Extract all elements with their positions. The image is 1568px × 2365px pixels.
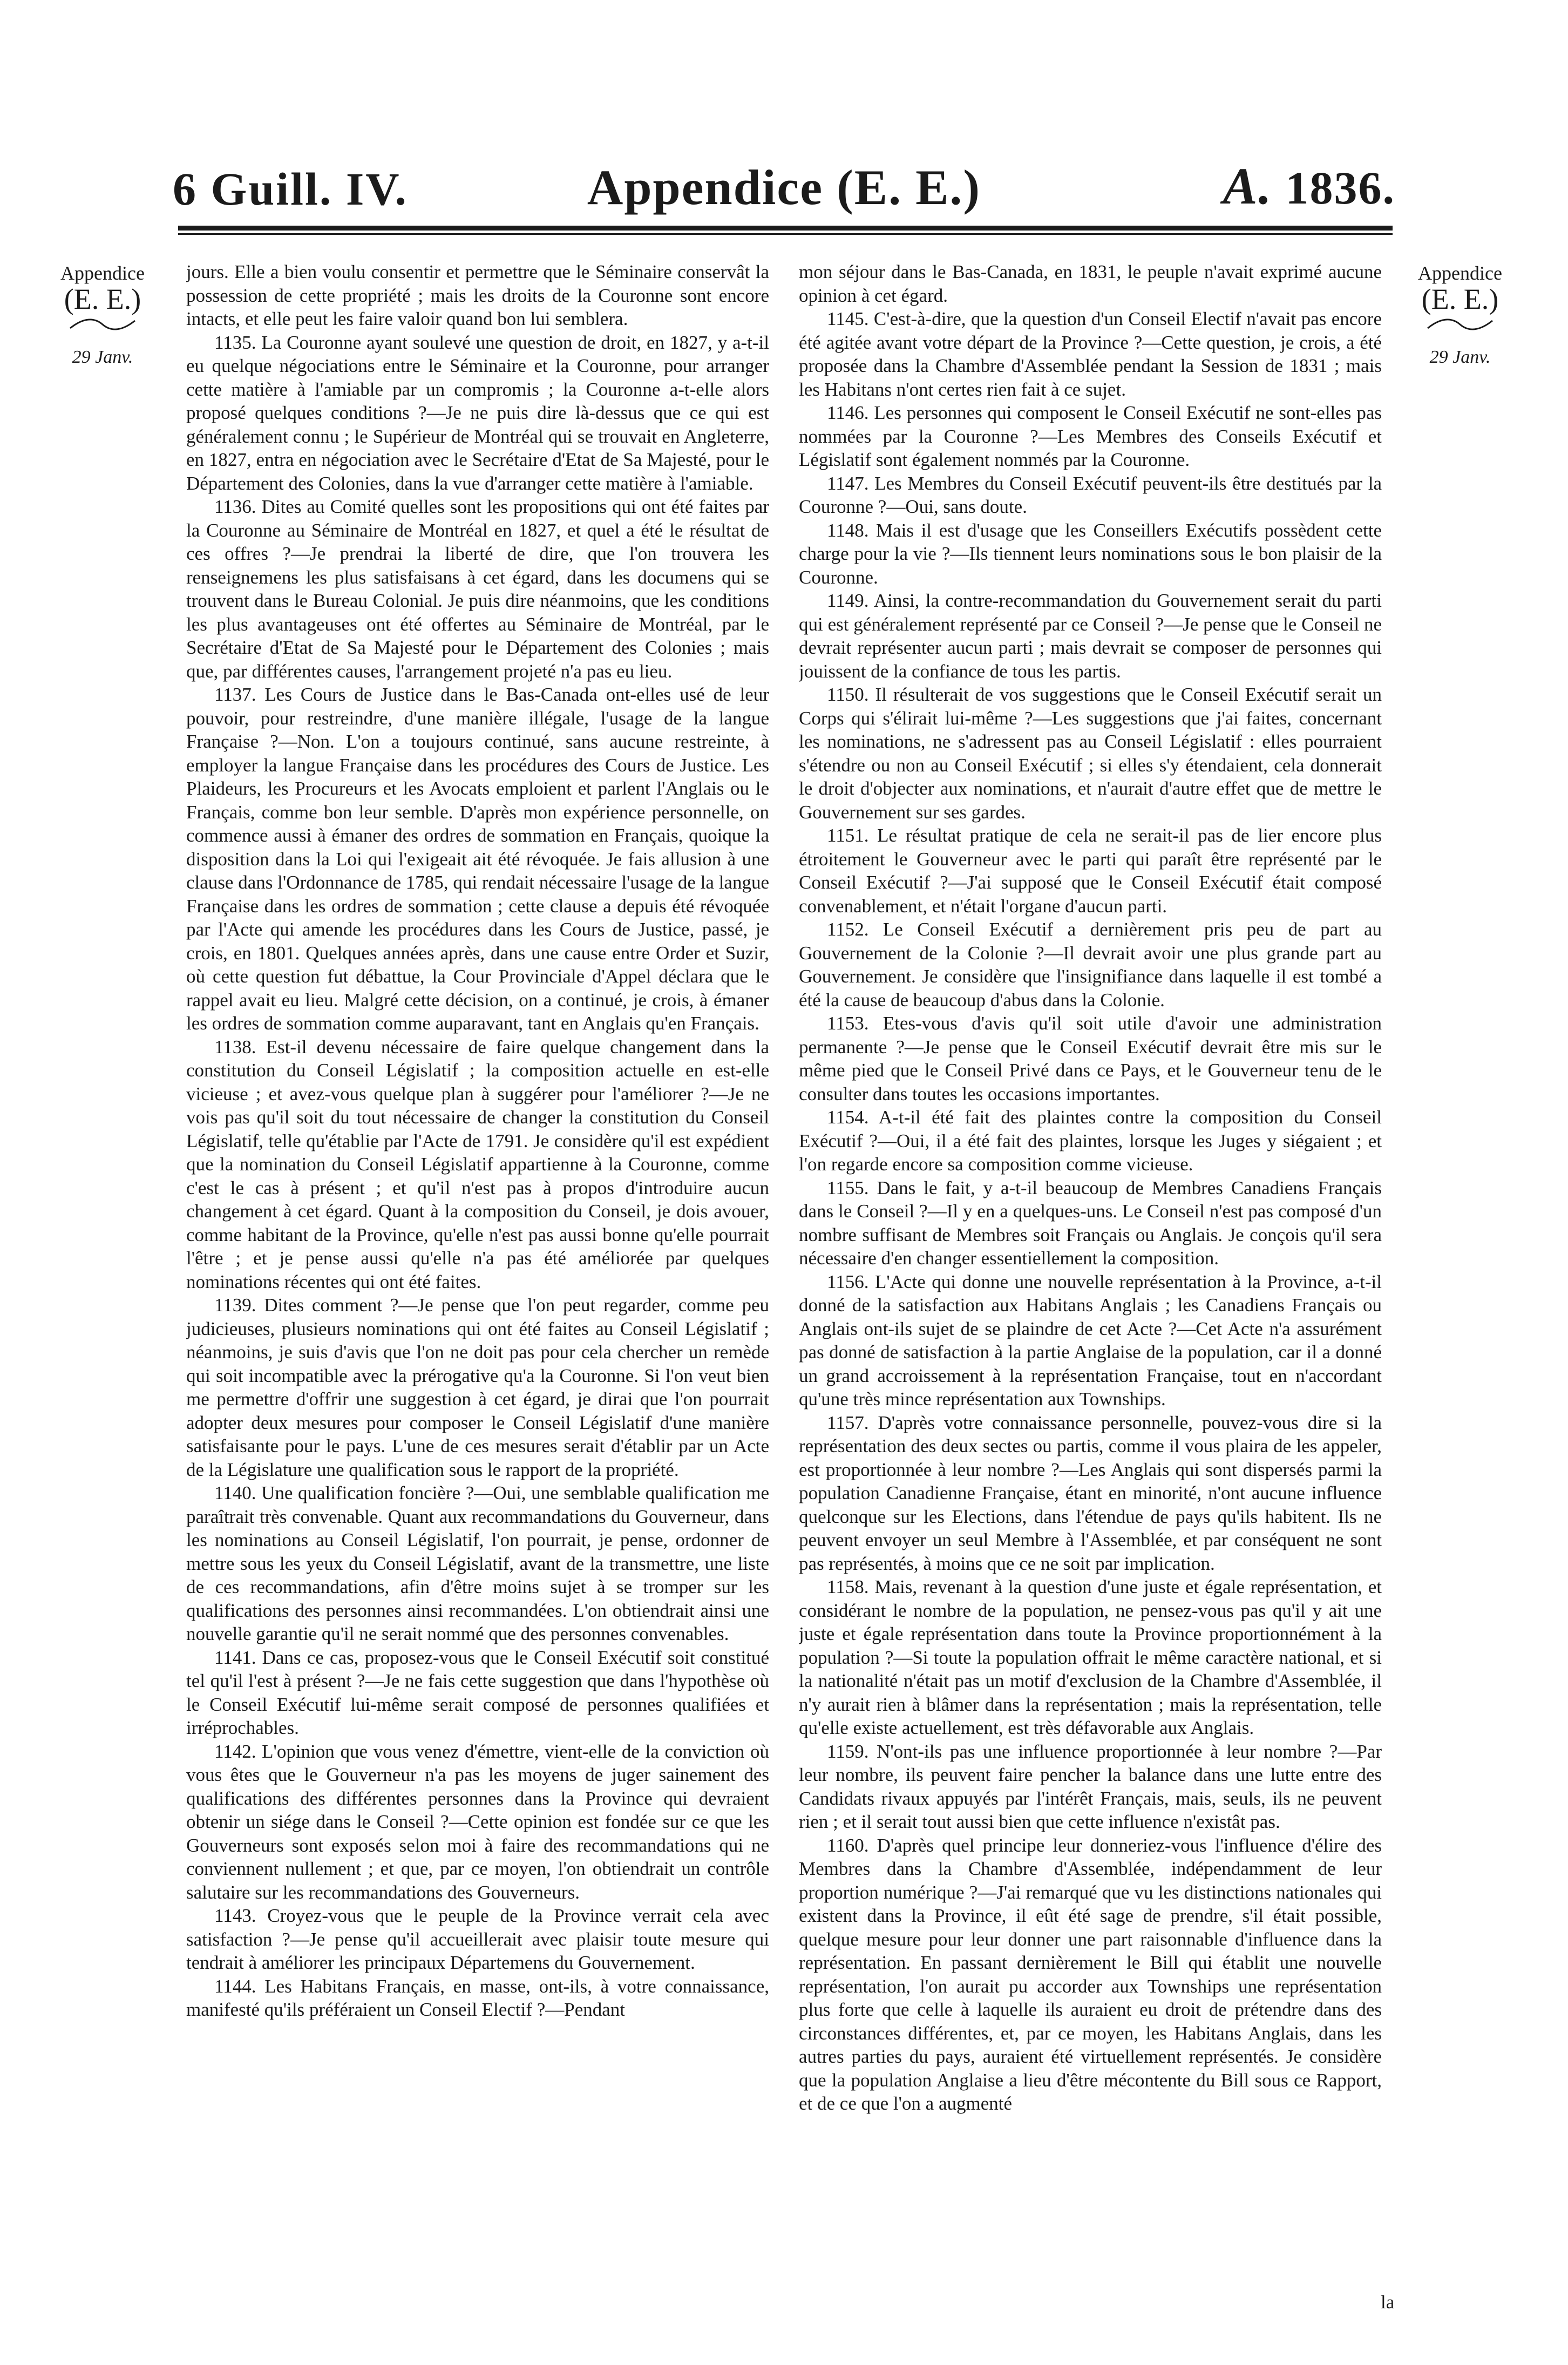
question-1157: 1157. D'après votre connaissance personnelle, pouvez-vous dire si la représentation des deux sectes ou partis, comme il vous plaira de les appeler, est proportionnée à leur nombre ?—Les Anglais qui sont dispersés parmi la population Canadienne Française, étant en minorité, n'ont aucune influence quelconque sur les Elections, dans l'étendue de pays qu'ils habitent. Ils ne peuvent envoyer un seul Membre à l'Assemblée, et par conséquent ne sont pas représentés, à moins que ce ne soit par implication. [799,1412,1382,1574]
question-1143: 1143. Croyez-vous que le peuple de la Province verrait cela avec satisfaction ?—Je pense qu'il accueillerait avec plaisir toute mesure qui tendrait à améliorer les principaux Départemens du Gouvernement. [186,1905,769,1973]
margin-ee: (E. E.) [1421,282,1499,315]
page-header [173,151,1395,216]
right-text-column [799,260,1382,2306]
question-1149: 1149. Ainsi, la contre-recommandation du Gouvernement serait du parti qui est généralement représenté par ce Conseil ?—Je pense que le Conseil ne devrait représenter aucun parti ; mais devrait se composer de personnes qui jouissent de la confiance de tous les partis. [799,590,1382,682]
header-year-number: 1836. [1285,162,1395,214]
question-1147: 1147. Les Membres du Conseil Exécutif peuvent-ils être destitués par la Couronne ?—Oui, sans doute. [799,472,1382,517]
question-1155: 1155. Dans le fait, y a-t-il beaucoup de Membres Canadiens Français dans le Conseil ?—Il y en a quelques-uns. Le Conseil n'est pas composé d'un nombre suffisant de Membres soit Français ou Anglais. Je conçois qu'il sera nécessaire d'en changer essentiellement la composition. [799,1177,1382,1269]
question-1152: 1152. Le Conseil Exécutif a dernièrement pris peu de part au Gouvernement de la Colonie ?—Il devrait avoir une plus grande part au Gouvernement. Je considère que l'insignifiance dans laquelle il est tombé a été la cause de beaucoup d'abus dans la Colonie. [799,919,1382,1011]
paragraph-continuation: mon séjour dans le Bas-Canada, en 1831, le peuple n'avait exprimé aucune opinion à cet égard. [799,261,1382,306]
question-1151: 1151. Le résultat pratique de cela ne serait-il pas de lier encore plus étroitement le Gouverneur avec le parti qui paraît être représenté par le Conseil Exécutif ?—J'ai supposé que le Conseil Exécutif était composé convenablement, et n'était l'organe d'aucun parti. [799,825,1382,917]
header-rule-thin [178,233,1393,235]
header-regnal-year: 6 Guill. IV. [173,163,408,215]
margin-date: 29 Janv. [72,347,133,368]
question-1160: 1160. D'après quel principe leur donneriez-vous l'influence d'élire des Membres dans la Chambre d'Assemblée, indépendamment de leur proportion numérique ?—J'ai remarqué que vu les distinctions nationales qui existent dans la Province, il eût été sage de prendre, s'il était possible, quelque mesure pour leur donner une part raisonnable d'influence dans la représentation. En passant dernièrement le Bill qui établit une nouvelle représentation, l'on aurait pu accorder aux Townships une représentation plus forte que celle à laquelle ils auraient eu droit de prétendre dans des circonstances différentes, et, par ce moyen, les Habitans Anglais, dans les autres parties du pays, auraient été virtuellement représentés. Je considère que la population Anglaise a lieu d'être mécontente du Bill sous ce Rapport, et de ce que l'on a augmenté [799,1834,1382,2114]
question-1158: 1158. Mais, revenant à la question d'une juste et égale représentation, et considérant le nombre de la population, ne pensez-vous pas qu'il y ait une juste et égale représentation dans toute la Province proportionnément à la population ?—Si toute la population offrait le même caractère national, et si la nationalité n'était pas un motif d'exclusion de la Chambre d'Assemblée, il n'y aurait rien à blâmer dans la représentation ; mais la représentation, telle qu'elle existe actuellement, est très défavorable aux Anglais. [799,1576,1382,1738]
question-1156: 1156. L'Acte qui donne une nouvelle représentation à la Province, a-t-il donné de la satisfaction aux Habitans Anglais ; les Canadiens Français ou Anglais ont-ils sujet de se plaindre de cet Acte ?—Cet Acte n'a assurément pas donné de satisfaction à la partie Anglaise de la population, car il a donné un grand accroissement à la représentation Française, tout en n'accordant qu'une très mince représentation aux Townships. [799,1271,1382,1409]
swash-ornament-icon [67,316,138,333]
question-1141: 1141. Dans ce cas, proposez-vous que le Conseil Exécutif soit constitué tel qu'il l'est à présent ?—Je ne fais cette suggestion que dans l'hypothèse où le Conseil Exécutif lui-même serait composé de personnes qualifiées et irréprochables. [186,1646,769,1738]
question-1137: 1137. Les Cours de Justice dans le Bas-Canada ont-elles usé de leur pouvoir, pour restreindre, d'une manière illégale, l'usage de la langue Française ?—Non. L'on a toujours continué, sans aucune restreinte, à employer la langue Française dans les procédures des Cours de Justice. Les Plaideurs, les Procureurs et les Avocats emploient et parlent l'Anglais ou le Français, comme bon leur semble. D'après mon expérience personnelle, on commence aussi à émaner des ordres de sommation en Français, quoique la disposition dans la Loi qui l'exigeait ait été révoquée. Je fais allusion à une clause dans l'Ordonnance de 1785, qui rendait nécessaire l'usage de la langue Française dans les ordres de sommation ; cette clause a depuis été révoquée par l'Acte qui amende les procédures dans les Cours de Justice, passé, je crois, en 1801. Quelques années après, dans une cause entre Order et Suzir, où cette question fut débattue, la Cour Provinciale d'Appel déclara que le rappel avait eu lieu. Malgré cette décision, on a continué, je crois, à émaner les ordres de sommation comme auparavant, tant en Anglais qu'en Français. [186,684,769,1034]
right-margin-note [1401,263,1519,367]
catchword: la [1381,2292,1395,2313]
question-1135: 1135. La Couronne ayant soulevé une question de droit, en 1827, y a-t-il eu quelque négociations entre le Séminaire et la Couronne, pour arranger cette matière à l'amiable par un compromis ; la Couronne a-t-elle alors proposé quelques conditions ?—Je ne puis dire là-dessus que ce qui est généralement connu ; le Supérieur de Montréal qui se trouvait en Angleterre, en 1827, entra en négociation avec le Secrétaire d'Etat de Sa Majesté, pour le Département des Colonies, dans la vue d'arranger cette matière à l'amiable. [186,331,769,494]
question-1154: 1154. A-t-il été fait des plaintes contre la composition du Conseil Exécutif ?—Oui, il a été fait des plaintes, lorsque les Juges y siégaient ; et l'on regarde encore sa composition comme vicieuse. [799,1107,1382,1175]
question-1138: 1138. Est-il devenu nécessaire de faire quelque changement dans la constitution du Conseil Législatif ; la composition actuelle en est-elle vicieuse ; et avez-vous quelque plan à suggérer pour l'améliorer ?—Je ne vois pas qu'il soit du tout nécessaire de changer la constitution du Conseil Législatif, telle qu'établie par l'Acte de 1791. Je considère qu'il est expédient que la nomination du Conseil Législatif appartienne à la Couronne, comme c'est le cas à présent ; et qu'il n'est pas à propos d'introduire aucun changement à cet égard. Quant à la composition du Conseil, je dois avouer, comme habitant de la Province, qu'elle n'est pas aussi bonne qu'elle pourrait l'être ; et je pense aussi qu'elle n'a pas été améliorée par quelques nominations récentes qui ont été faites. [186,1036,769,1292]
header-anno-letter: A. [1223,157,1273,215]
question-1159: 1159. N'ont-ils pas une influence proportionnée à leur nombre ?—Par leur nombre, ils peuvent faire pencher la balance dans une lutte entre des Candidats rivaux appuyés par l'intérêt Français, mais, seuls, ils ne peuvent rien ; et il serait tout aussi bien que cette influence n'existât pas. [799,1740,1382,1832]
left-text-column [186,260,769,2306]
question-1153: 1153. Etes-vous d'avis qu'il soit utile d'avoir une administration permanente ?—Je pense que le Conseil Exécutif devrait être mis sur le même pied que le Conseil Privé dans ce Pays, et le Gouverneur tenu de le consulter dans toutes les occasions importantes. [799,1013,1382,1104]
header-title: Appendice (E. E.) [587,160,981,215]
paragraph-continuation: jours. Elle a bien voulu consentir et permettre que le Séminaire conservât la possession de cette propriété ; mais les droits de la Couronne sont encore intacts, et elle peut les faire valoir quand bon lui semblera. [186,261,769,329]
left-margin-note [43,263,162,367]
margin-ee: (E. E.) [64,282,141,315]
question-1145: 1145. C'est-à-dire, que la question d'un Conseil Electif n'avait pas encore été agitée avant votre départ de la Province ?—Cette question, je crois, a été proposée dans la Chambre d'Assemblée pendant la Session de 1831 ; mais les Habitans n'ont certes rien fait à ce sujet. [799,308,1382,400]
question-1142: 1142. L'opinion que vous venez d'émettre, vient-elle de la conviction où vous êtes que le Gouverneur n'a pas les moyens de juger sainement des qualifications des différentes personnes dans la Province qui devraient obtenir un siége dans le Conseil ?—Cette opinion est fondée sur ce que les Gouverneurs sont exposés selon moi à faire des recommandations qui ne conviennent nullement ; et que, par ce moyen, l'on obtiendrait un contrôle salutaire sur les recommandations des Gouverneurs. [186,1740,769,1903]
header-year [1223,156,1395,216]
header-rule-thick [178,226,1393,231]
question-1150: 1150. Il résulterait de vos suggestions que le Conseil Exécutif serait un Corps qui s'élirait lui-même ?—Les suggestions que j'ai faites, concernant les nominations, ne s'adressent pas au Conseil Législatif : elles pourraient s'étendre ou non au Conseil Exécutif ; si elles s'y étendaient, cela donnerait le droit d'objecter aux nominations, et n'aurait d'autre effet que de mettre le Gouvernement sur ses gardes. [799,684,1382,823]
swash-ornament-icon [1425,316,1495,333]
question-1146: 1146. Les personnes qui composent le Conseil Exécutif ne sont-elles pas nommées par la Couronne ?—Les Membres des Conseils Exécutif et Législatif sont également nommés par la Couronne. [799,402,1382,470]
question-1139: 1139. Dites comment ?—Je pense que l'on peut regarder, comme peu judicieuses, plusieurs nominations qui ont été faites au Conseil Législatif ; néanmoins, je suis d'avis que l'on ne doit pas pour cela chercher un remède qui soit incompatible avec la prérogative qu'a la Couronne. Si l'on veut bien me permettre d'offrir une suggestion à cet égard, je dirai que l'on pourrait adopter deux mesures pour composer le Conseil Législatif d'une manière satisfaisante pour le pays. L'une de ces mesures serait d'établir par un Acte de la Législature une qualification sous le rapport de la propriété. [186,1295,769,1480]
margin-appendice: Appendice [60,262,145,284]
question-1144: 1144. Les Habitans Français, en masse, ont-ils, à votre connaissance, manifesté qu'ils préféraient un Conseil Electif ?—Pendant [186,1975,769,2020]
question-1140: 1140. Une qualification foncière ?—Oui, une semblable qualification me paraîtrait très convenable. Quant aux recommandations du Gouverneur, dans les nominations au Conseil Législatif, l'on pourrait, je pense, ordonner de mettre sous les yeux du Conseil Législatif, avant de la transmettre, une liste de ces recommandations, afin d'être moins sujet à se tromper sur les qualifications des personnes ainsi recommandées. L'on obtiendrait ainsi une nouvelle garantie qu'il ne serait nommé que des personnes convenables. [186,1482,769,1644]
question-1136: 1136. Dites au Comité quelles sont les propositions qui ont été faites par la Couronne au Séminaire de Montréal en 1827, et quel a été le résultat de ces offres ?—Je prendrai la liberté de dire, que l'on trouvera les renseignemens les plus satisfaisans à cet égard, dans les documens qui se trouvent dans le Bureau Colonial. Je puis dire néanmoins, que les conditions les plus avantageuses ont été offertes au Séminaire de Montréal, par le Secrétaire d'Etat de Sa Majesté pour le Département des Colonies ; mais que, par différentes causes, l'arrangement projeté n'a pas eu lieu. [186,496,769,682]
question-1148: 1148. Mais il est d'usage que les Conseillers Exécutifs possèdent cette charge pour la vie ?—Ils tiennent leurs nominations sous le bon plaisir de la Couronne. [799,519,1382,588]
margin-appendice: Appendice [1418,262,1502,284]
margin-date: 29 Janv. [1429,347,1491,368]
